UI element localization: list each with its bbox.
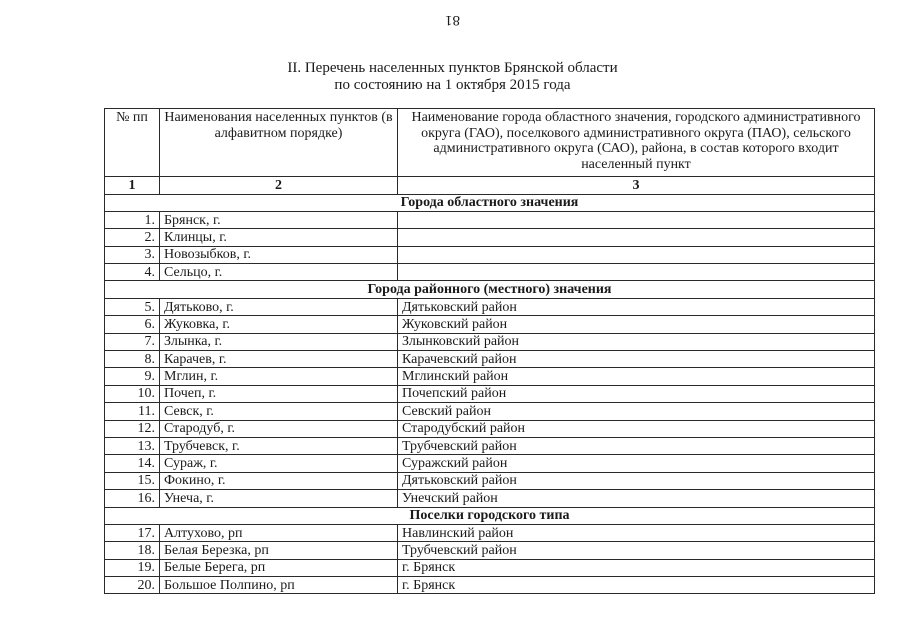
settlement-name: Злынка, г. <box>160 333 398 350</box>
table-row <box>105 211 875 228</box>
district-name: Дятьковский район <box>398 298 875 315</box>
district-name: г. Брянск <box>398 559 875 576</box>
section-title: Поселки городского типа <box>105 507 875 524</box>
table-row <box>105 420 875 437</box>
page-number-text: 81 <box>445 12 460 28</box>
row-number: 13. <box>105 437 160 454</box>
settlement-name: Почеп, г. <box>160 385 398 402</box>
table-row <box>105 437 875 454</box>
table-row <box>105 333 875 350</box>
table-row <box>105 455 875 472</box>
row-number: 2. <box>105 229 160 246</box>
district-name: Почепский район <box>398 385 875 402</box>
settlement-name: Белая Березка, рп <box>160 542 398 559</box>
row-number: 14. <box>105 455 160 472</box>
settlement-name: Севск, г. <box>160 403 398 420</box>
settlement-name: Брянск, г. <box>160 211 398 228</box>
row-number: 8. <box>105 351 160 368</box>
table-body <box>105 194 875 594</box>
column-index: 2 <box>160 177 398 195</box>
table-row <box>105 298 875 315</box>
column-index-row <box>105 177 875 195</box>
district-name: Суражский район <box>398 455 875 472</box>
table-row <box>105 524 875 541</box>
page-number <box>0 11 905 29</box>
district-name: Севский район <box>398 403 875 420</box>
header-settlement-name: Наименования населенных пунктов (в алфавитном порядке) <box>160 109 398 177</box>
section-title: Города областного значения <box>105 194 875 211</box>
settlement-name: Алтухово, рп <box>160 524 398 541</box>
row-number: 6. <box>105 316 160 333</box>
table-row <box>105 542 875 559</box>
district-name: Карачевский район <box>398 351 875 368</box>
table-row <box>105 246 875 263</box>
settlements-table <box>104 108 875 594</box>
row-number: 7. <box>105 333 160 350</box>
district-name: Мглинский район <box>398 368 875 385</box>
table-row <box>105 490 875 507</box>
section-header-row <box>105 507 875 524</box>
district-name <box>398 211 875 228</box>
title-line-2: по состоянию на 1 октября 2015 года <box>334 77 571 93</box>
document-title <box>0 60 905 94</box>
table-row <box>105 351 875 368</box>
row-number: 15. <box>105 472 160 489</box>
settlement-name: Унеча, г. <box>160 490 398 507</box>
table-header-row <box>105 109 875 177</box>
table-row <box>105 577 875 594</box>
row-number: 20. <box>105 577 160 594</box>
district-name: Жуковский район <box>398 316 875 333</box>
settlement-name: Стародуб, г. <box>160 420 398 437</box>
settlement-name: Жуковка, г. <box>160 316 398 333</box>
district-name: Навлинский район <box>398 524 875 541</box>
settlement-name: Клинцы, г. <box>160 229 398 246</box>
table-row <box>105 385 875 402</box>
header-district: Наименование города областного значения, городского административного округа (ГАО), поселкового административного округа (ПАО), сельского административного округа (САО), района, в состав которого входит населенный пункт <box>398 109 875 177</box>
settlement-name: Карачев, г. <box>160 351 398 368</box>
table-row <box>105 316 875 333</box>
row-number: 9. <box>105 368 160 385</box>
settlement-name: Белые Берега, рп <box>160 559 398 576</box>
settlement-name: Фокино, г. <box>160 472 398 489</box>
table-row <box>105 472 875 489</box>
settlement-name: Мглин, г. <box>160 368 398 385</box>
district-name: г. Брянск <box>398 577 875 594</box>
row-number: 17. <box>105 524 160 541</box>
settlement-name: Трубчевск, г. <box>160 437 398 454</box>
section-title: Города районного (местного) значения <box>105 281 875 298</box>
district-name: Трубчевский район <box>398 542 875 559</box>
table-row <box>105 368 875 385</box>
row-number: 12. <box>105 420 160 437</box>
settlement-name: Новозыбков, г. <box>160 246 398 263</box>
district-name: Дятьковский район <box>398 472 875 489</box>
header-number: № пп <box>105 109 160 177</box>
section-header-row <box>105 281 875 298</box>
settlement-name: Большое Полпино, рп <box>160 577 398 594</box>
district-name: Унечский район <box>398 490 875 507</box>
district-name <box>398 229 875 246</box>
district-name: Трубчевский район <box>398 437 875 454</box>
table-row <box>105 403 875 420</box>
row-number: 3. <box>105 246 160 263</box>
row-number: 16. <box>105 490 160 507</box>
settlement-name: Сельцо, г. <box>160 264 398 281</box>
row-number: 11. <box>105 403 160 420</box>
settlement-name: Дятьково, г. <box>160 298 398 315</box>
table-row <box>105 559 875 576</box>
table-row <box>105 229 875 246</box>
settlement-name: Сураж, г. <box>160 455 398 472</box>
table-row <box>105 264 875 281</box>
row-number: 19. <box>105 559 160 576</box>
district-name: Злынковский район <box>398 333 875 350</box>
column-index: 1 <box>105 177 160 195</box>
row-number: 4. <box>105 264 160 281</box>
row-number: 1. <box>105 211 160 228</box>
district-name <box>398 264 875 281</box>
title-line-1: II. Перечень населенных пунктов Брянской области <box>287 60 618 76</box>
column-index: 3 <box>398 177 875 195</box>
district-name <box>398 246 875 263</box>
row-number: 10. <box>105 385 160 402</box>
district-name: Стародубский район <box>398 420 875 437</box>
section-header-row <box>105 194 875 211</box>
row-number: 5. <box>105 298 160 315</box>
row-number: 18. <box>105 542 160 559</box>
